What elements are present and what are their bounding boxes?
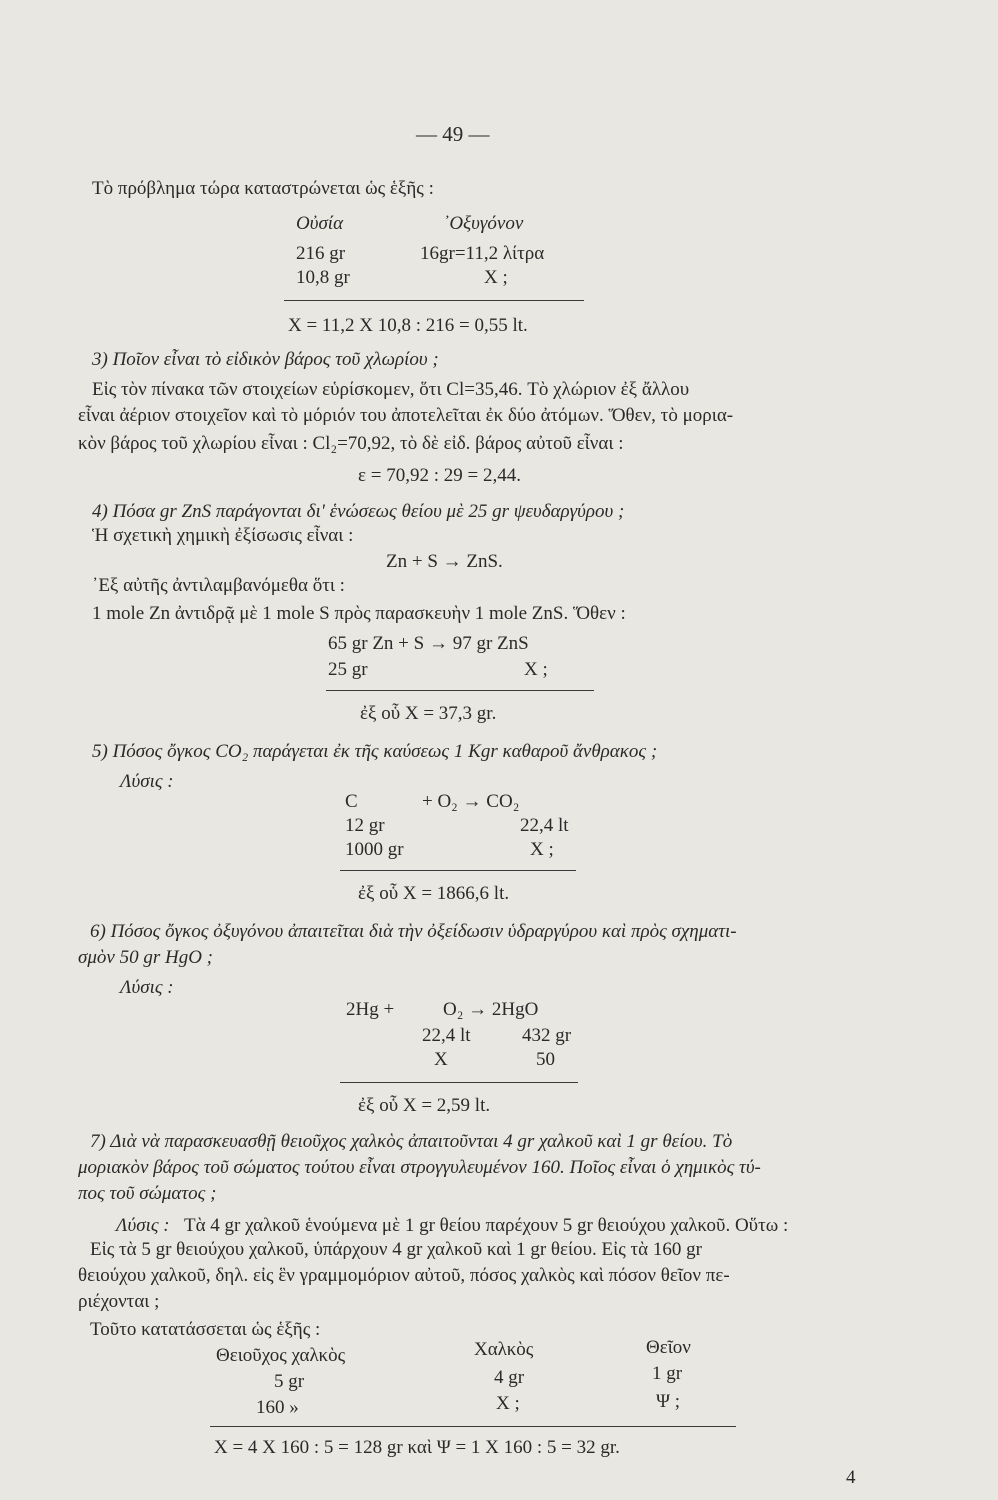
q7-r2c1: 160 » xyxy=(256,1397,299,1418)
table1-header-substance: Οὐσία xyxy=(296,213,344,234)
table1-r1c1: 216 gr xyxy=(296,243,346,264)
q5-lysis: Λύσις : xyxy=(120,771,174,792)
q4-line1: Ἡ σχετικὴ χημικὴ ἐξίσωσις εἶναι : xyxy=(92,525,354,546)
q7-divider xyxy=(210,1426,736,1427)
q6-row1-right: O₂ → 2HgO xyxy=(443,999,539,1020)
q6-row3-left: X xyxy=(434,1049,448,1070)
q3-line1: Εἰς τὸν πίνακα τῶν στοιχείων εὑρίσκομεν, ὅτι Cl=35,46. Τὸ χλώριον ἐξ ἄλλου xyxy=(92,379,690,400)
q5-row3-right: X ; xyxy=(530,839,554,860)
q4-row2-left: 25 gr xyxy=(328,659,368,680)
q4-divider xyxy=(326,690,594,691)
q4-line3: 1 mole Zn ἀντιδρᾷ μὲ 1 mole S πρὸς παρασκευὴν 1 mole ZnS. Ὅθεν : xyxy=(92,603,626,624)
q7-lysis: Λύσις : xyxy=(116,1215,170,1236)
q3-line3: κὸν βάρος τοῦ χλωρίου εἶναι : Cl₂=70,92, τὸ δὲ εἰδ. βάρος αὐτοῦ εἶναι : xyxy=(78,433,624,454)
q7-result: X = 4 X 160 : 5 = 128 gr καὶ Ψ = 1 X 160 : 5 = 32 gr. xyxy=(214,1437,620,1458)
table1-result: X = 11,2 X 10,8 : 216 = 0,55 lt. xyxy=(288,315,528,336)
q6-title-line1: 6) Πόσος ὄγκος ὀξυγόνου ἀπαιτεῖται διὰ τὴν ὀξείδωσιν ὑδραργύρου καὶ πρὸς σχηματι- xyxy=(90,921,737,942)
intro-line: Τὸ πρόβλημα τώρα καταστρώνεται ὡς ἑξῆς : xyxy=(92,178,434,199)
q3-title: 3) Ποῖον εἶναι τὸ εἰδικὸν βάρος τοῦ χλωρίου ; xyxy=(92,349,439,370)
q7-header-copper: Χαλκὸς xyxy=(474,1339,534,1360)
q5-row1-left: C xyxy=(345,791,358,812)
footer-mark: 4 xyxy=(846,1467,856,1488)
table1-divider xyxy=(284,300,584,301)
q6-title-line2: σμὸν 50 gr HgO ; xyxy=(78,947,214,968)
q7-line5: Τοῦτο κατατάσσεται ὡς ἑξῆς : xyxy=(90,1319,321,1340)
q4-row1: 65 gr Zn + S → 97 gr ZnS xyxy=(328,633,529,654)
q7-title-line2: μοριακὸν βάρος τοῦ σώματος τούτου εἶναι στρογγυλευμένον 160. Ποῖος εἶναι ὁ χημικὸς τύ- xyxy=(78,1157,761,1178)
q7-title-line1: 7) Διὰ νὰ παρασκευασθῇ θειοῦχος χαλκὸς ἀπαιτοῦνται 4 gr χαλκοῦ καὶ 1 gr θείου. Τὸ xyxy=(90,1131,733,1152)
q5-row1-right: + O₂ → CO₂ xyxy=(422,791,520,812)
q6-row3-right: 50 xyxy=(536,1049,555,1070)
q4-title: 4) Πόσα gr ZnS παράγονται δι' ἑνώσεως θείου μὲ 25 gr ψευδαργύρου ; xyxy=(92,501,625,522)
q7-line3: θειούχου χαλκοῦ, δηλ. εἰς ἓν γραμμομόριον αὐτοῦ, πόσος χαλκὸς καὶ πόσον θεῖον πε- xyxy=(78,1265,730,1286)
q6-result: ἐξ οὗ X = 2,59 lt. xyxy=(358,1095,491,1116)
q5-divider xyxy=(340,870,576,871)
q7-title-line3: πος τοῦ σώματος ; xyxy=(78,1183,217,1204)
q7-r1c1: 5 gr xyxy=(274,1371,305,1392)
q5-result: ἐξ οὗ X = 1866,6 lt. xyxy=(358,883,510,904)
q5-row2-right: 22,4 lt xyxy=(520,815,569,836)
q7-r1c2: 4 gr xyxy=(494,1367,525,1388)
q7-r1c3: 1 gr xyxy=(652,1363,683,1384)
page-number: — 49 — xyxy=(416,122,490,146)
q4-row2-right: X ; xyxy=(524,659,548,680)
q7-r2c2: X ; xyxy=(496,1393,520,1414)
q7-header-copper-sulfide: Θειοῦχος χαλκὸς xyxy=(216,1345,346,1366)
q7-line4: ριέχονται ; xyxy=(78,1291,160,1312)
q6-row1-left: 2Hg + xyxy=(346,999,395,1020)
q6-divider xyxy=(340,1082,578,1083)
q7-header-sulfur: Θεῖον xyxy=(646,1337,691,1358)
q3-line2: εἶναι ἀέριον στοιχεῖον καὶ τὸ μόριόν του ἀποτελεῖται ἐκ δύο ἀτόμων. Ὅθεν, τὸ μορια- xyxy=(78,405,734,426)
table1-r2c1: 10,8 gr xyxy=(296,267,350,288)
table1-header-oxygen: ᾿Οξυγόνον xyxy=(443,213,524,234)
q3-equation: ε = 70,92 : 29 = 2,44. xyxy=(358,465,521,486)
table1-r2c2: X ; xyxy=(484,267,508,288)
q5-row2-left: 12 gr xyxy=(345,815,385,836)
q6-row2-right: 432 gr xyxy=(522,1025,572,1046)
q4-line2: ᾿Εξ αὐτῆς ἀντιλαμβανόμεθα ὅτι : xyxy=(92,575,345,596)
q6-row2-left: 22,4 lt xyxy=(422,1025,471,1046)
table1-r1c2: 16gr=11,2 λίτρα xyxy=(420,243,545,264)
q5-row3-left: 1000 gr xyxy=(345,839,404,860)
q4-result: ἐξ οὗ X = 37,3 gr. xyxy=(360,703,497,724)
q7-line2: Εἰς τὰ 5 gr θειούχου χαλκοῦ, ὑπάρχουν 4 gr χαλκοῦ καὶ 1 gr θείου. Εἰς τὰ 160 gr xyxy=(90,1239,702,1260)
q4-equation: Zn + S → ZnS. xyxy=(386,551,503,572)
q5-title: 5) Πόσος ὄγκος CO₂ παράγεται ἐκ τῆς καύσεως 1 Kgr καθαροῦ ἄνθρακος ; xyxy=(92,741,658,762)
q7-line1: Τὰ 4 gr χαλκοῦ ἑνούμενα μὲ 1 gr θείου παρέχουν 5 gr θειούχου χαλκοῦ. Οὕτω : xyxy=(184,1215,789,1236)
q6-lysis: Λύσις : xyxy=(120,977,174,998)
q7-r2c3: Ψ ; xyxy=(656,1391,681,1412)
